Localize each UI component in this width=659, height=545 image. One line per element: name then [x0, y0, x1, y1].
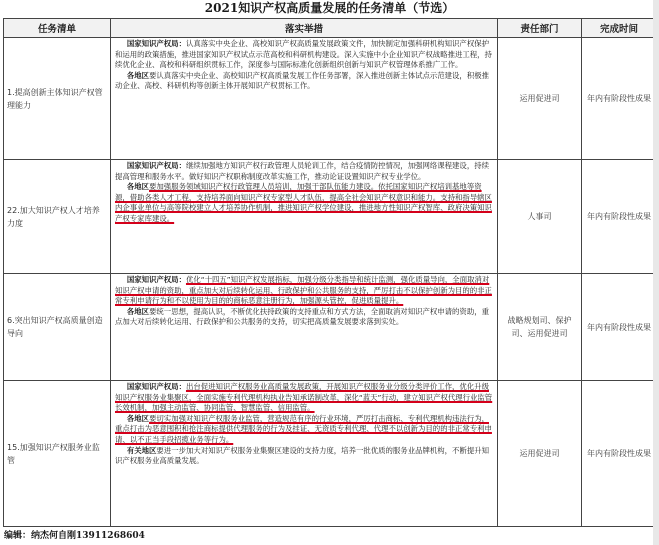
task-cell: 22.加大知识产权人才培养力度: [4, 160, 111, 274]
measures-cell: [111, 38, 498, 160]
department-cell: 战略规划司、保护司、运用促进司: [498, 274, 582, 381]
measure-text: 继续加强地方知识产权行政管理人员轮训工作，结合疫情防控情况，加强网络课程建设，持续提高管理和服务水平。做好知识产权职称制度改革实施工作，推动论证设置知识产权专业学位。: [115, 161, 489, 181]
header-department: 责任部门: [498, 19, 582, 38]
measure-entry: [115, 71, 493, 92]
header-measures: 落实举措: [111, 19, 498, 38]
page-edge-shadow: [653, 0, 659, 545]
measure-text: 要统一思想，提高认识，不断优化扶持政策的支持重点和方式方法，全面取消对知识产权申请的资助，重点加大对后续转化运用、行政保护和公共服务的支持，切实把高质量发展要求落到实处。: [115, 306, 489, 327]
document-title: 2021知识产权高质量发展的任务清单（节选）: [204, 1, 455, 15]
measure-text: 要进一步加大对知识产权服务业集聚区建设的支持力度，培养一批优质的服务业品牌机构，不断提升知识产权服务业高质量发展。: [115, 445, 489, 466]
agency-label: 国家知识产权局：: [126, 161, 186, 170]
time-cell: 年内有阶段性成果: [582, 274, 657, 381]
task-cell: 1.提高创新主体知识产权管理能力: [4, 38, 111, 160]
table-row: [4, 38, 657, 160]
measure-entry: [115, 382, 493, 414]
measure-entry: [115, 182, 493, 224]
measure-entry: [115, 414, 493, 446]
measure-text: 要认真落实中央企业、高校知识产权高质量发展工作任务部署，深入推进创新主体试点示范建设，积极推动企业、高校、科研机构等创新主体开展知识产权贯标工作。: [115, 70, 489, 91]
time-cell: 年内有阶段性成果: [582, 38, 657, 160]
department-cell: 运用促进司: [498, 381, 582, 527]
measure-entry: [115, 307, 493, 328]
department-cell: 人事司: [498, 160, 582, 274]
agency-label: 国家知识产权局：: [126, 382, 186, 391]
time-cell: 年内有阶段性成果: [582, 381, 657, 527]
measure-text: 要切实加强对知识产权服务业监管，营造规范有序的行业环境，严厉打击商标、专利代理机构违法行为，重点打击为恶意囤积和抢注商标提供代理服务的行为及挂证、无资质专利代理、代理不以创新为目的的非正常专利申请、以不正当手段招揽业务等行为。: [115, 413, 492, 444]
measure-entry: [115, 275, 493, 307]
task-cell: 15.加强知识产权服务业监管: [4, 381, 111, 527]
measure-text: 认真落实中央企业、高校知识产权高质量发展政策文件，加快制定加强科研机构知识产权保护和运用的政策措施，推进国家知识产权试点示范高校和科研机构建设。深入实施中小企业知识产权战略推进工程，持续优化企业、高校和科研组织贯标工作，深度参与国际标准化创新组织创新与知识产权管理体系推广工作。: [115, 39, 492, 70]
editor-footer: 编辑：纳杰何自刚13911268604: [4, 531, 145, 541]
measure-text: 出台促进知识产权服务业高质量发展政策，开展知识产权服务业分级分类评价工作，优化升级知识产权服务业集聚区，全面实施专利代理机构执业告知承诺制改革，深化“蓝天”行动，建立知识产权代理行业监管长效机制，加强主动监管、协同监管、智慧监管、信用监管。: [115, 382, 493, 413]
agency-label: 各地区: [126, 70, 150, 80]
agency-label: 各地区: [126, 182, 150, 192]
header-time: 完成时间: [582, 19, 657, 38]
time-cell: 年内有阶段性成果: [582, 160, 657, 274]
task-cell: 6.突出知识产权高质量创造导向: [4, 274, 111, 381]
table-row: [4, 160, 657, 274]
agency-label: 国家知识产权局：: [126, 39, 186, 48]
agency-label: 有关地区: [126, 445, 157, 455]
measure-entry: [115, 161, 493, 182]
measure-text: 优化“十四五”知识产权发展指标，加强分级分类指导和统计监测，强化质量导向，全面取消对知识产权申请的资助，重点加大对后续转化运用、行政保护和公共服务的支持，严厉打击不以保护创新为目的的非正常专利申请行为和不以使用为目的的商标恶意注册行为，加强源头管控，促进质量提升。: [115, 275, 492, 306]
agency-label: 国家知识产权局：: [126, 275, 186, 284]
measures-cell: [111, 274, 498, 381]
table-row: [4, 381, 657, 527]
measures-cell: [111, 160, 498, 274]
header-task: 任务清单: [4, 19, 111, 38]
measure-entry: [115, 446, 493, 467]
task-table: [3, 18, 657, 527]
header-row: [4, 19, 657, 38]
measure-text: 要加强服务领域知识产权行政管理人员培训，加强干部队伍能力建设。依托国家知识产权培训基地等资源，借助各类人才工程，支持培养面向知识产权专家型人才队伍，提高全社会知识产权意识和能力。支持和指导辖区内企事业单位与高等院校建立人才培养协作机制，推进知识产权学位建设，推进地方性知识产权智库、政府决策知识产权专家库建设。: [115, 182, 492, 223]
department-cell: 运用促进司: [498, 38, 582, 160]
agency-label: 各地区: [126, 413, 150, 423]
measures-cell: [111, 381, 498, 527]
measure-entry: [115, 39, 493, 71]
table-row: [4, 274, 657, 381]
agency-label: 各地区: [126, 306, 150, 316]
